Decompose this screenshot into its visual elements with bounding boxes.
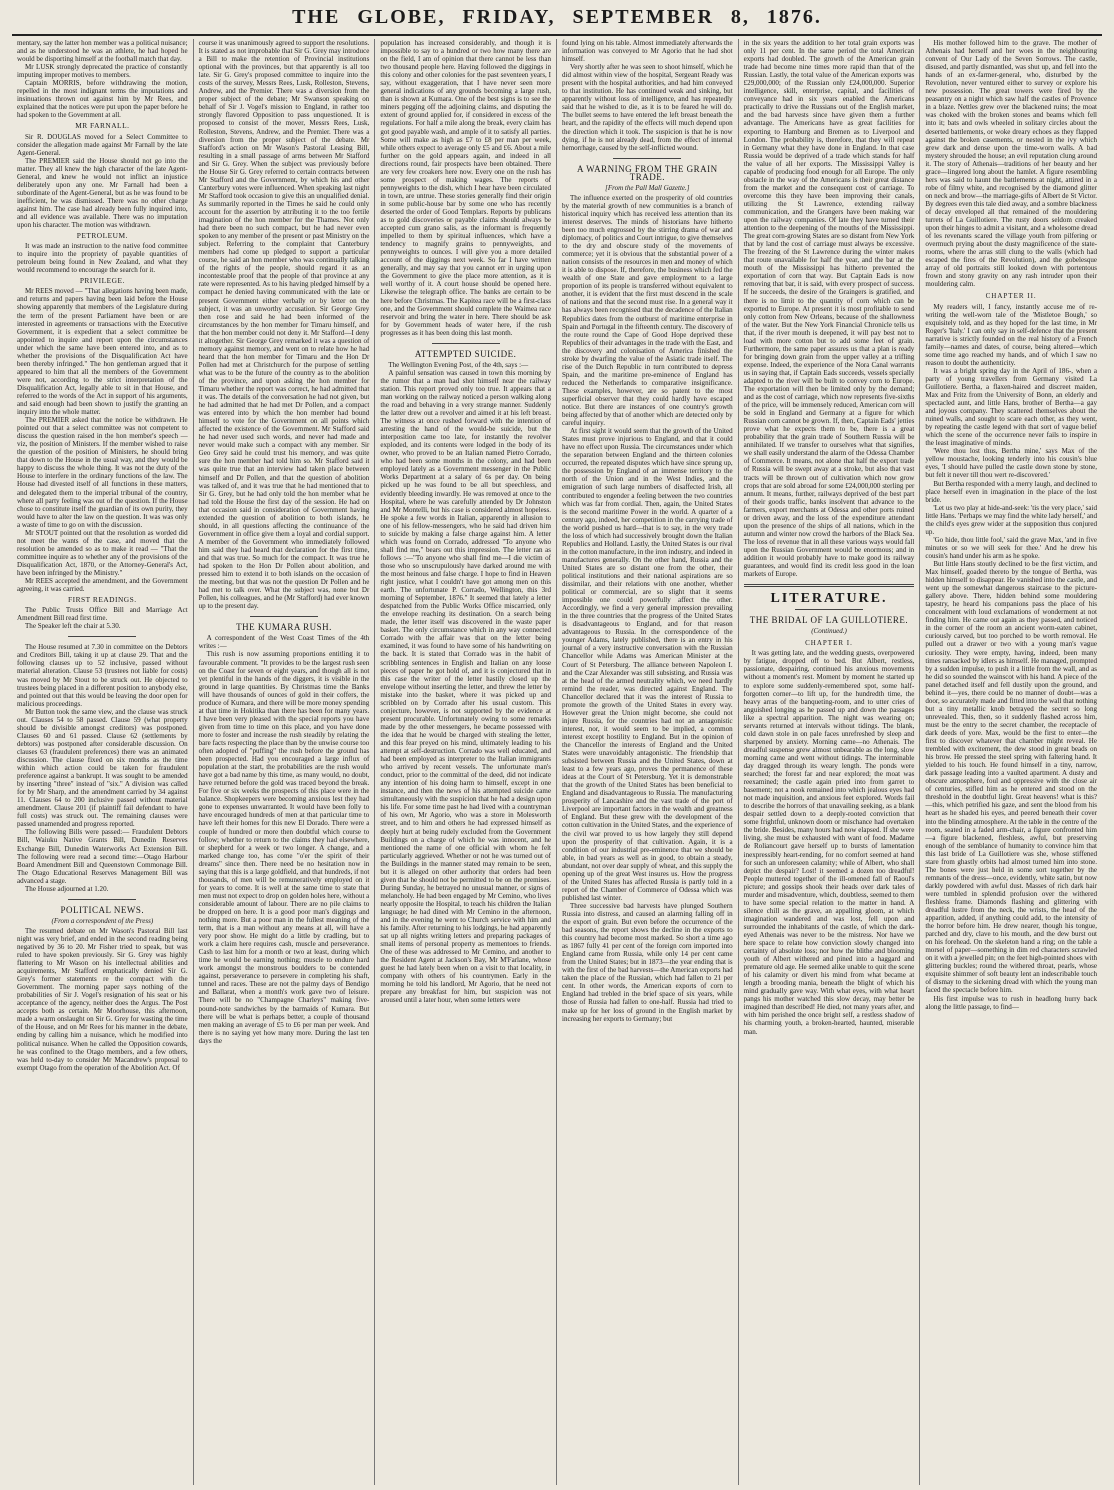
paragraph: His first impulse was to rush in headlong hurry back along the little passage, to find— [925,994,1097,1011]
paragraph: The Wellington Evening Post, of the 4th, says :— [388,360,529,369]
paragraph: 'Let us two play at hide-and-seek: 'tis the very place,' said little Hans. 'Perhaps we may find the white lady herself,' and the child's eyes grew wider at the supposition thus conjured up. [925,503,1097,536]
section-heading: A WARNING FROM THE GRAIN TRADE. [576,163,718,182]
column-5 [739,39,921,1485]
paragraph: The following Bills were passed:— Fraudulent Debtors Bill, Waiuku Native Grants Bill, Dunedin Reserves Exchange Bill, Dunedin Waterworks Act Extension Bill. The following were read a second time:—Otago Harbour Board Amendment Bill and Queenstown Commonage Bill. The Otago Educational Reserves Management Bill was advanced a stage. [17,828,188,885]
paragraph: His mother followed him to the grave. The mother of Athenais had herself and her woes in the neighbouring convent of Our Lady of the Seven Sorrows. The castle, disused, and partly dismantled, was shut up, and fell into the hands of an ex-farmer-general, who, disturbed by the Revolution, never ventured either to survey or explore his new possession. The great towers were fired by the peasantry on a night which saw half the castles of Provence in a blaze. Nettles grew over the blackened ruins; the moat was choked with the broken stones and beams which fell into it; bats and owls wheeled in solitary circles about the deserted battlements, or woke dreary echoes as they flapped against the broken casements, or nested in the ivy which grew dark and dense upon the time-worn walls. A bad mystery shrouded the house; an evil reputation clung around it. The story of Athenais—traditions of her beauty and her grace—lingered long about the hamlet. A figure resembling hers was said to haunt the battlements at night, attired in a robe of filmy white, and recognised by the diamond glitter on neck and brow—the marriage-gifts of Albert de St Victor. By degrees even this tale died away, and a sombre blackness of decay enveloped all that remained of the mouldering turrets of La Guillotiere. The rusty doors seldom creaked upon their hinges to admit a visitant, and a wholesome dread of les revenants scared the village youth from pilfering or overmuch prying about the dusty magnificence of the state-rooms, where the arras still clung to the walls (which had escaped the fires of the Revolution), and the gobelesque array of old portraits still looked down with portentous frown and stony gravity on any rash intruder upon their mouldering calm. [925,39,1097,289]
section-heading: PETROLEUM. [76,231,128,241]
paragraph: The Speaker left the chair at 5.30. [25,622,121,631]
divider [68,899,136,900]
divider [613,158,681,159]
columns [12,39,1102,1485]
paragraph: My readers will, I fancy, instantly accuse me of re-writing the well-worn tale of the 'Mistletoe Bough,' so exquisitely told, and as they hoped for the last time, in Mr Roger's 'Italy.' I can only say in self-defence that the present narrative is strictly founded on the real history of a French family—names and dates, of course, being altered—which some time ago reached my hands, and of which I saw no reason to doubt the authenticity. [925,302,1097,367]
section-heading: LITERATURE. [770,591,888,607]
paragraph: Mr STOUT pointed out that the resolution as worded did not meet the wants of the case, and moved that the resolution be amended so as to make it read — "That the committee inquire as to whether any of the provisions of the Disqualification Act, 1870, or the Attorney-General's Act, have been infringed by the Ministry." [17,528,188,577]
paragraph: The Public Trusts Office Bill and Marriage Act Amendment Bill read first time. [17,606,188,623]
column-6 [920,39,1102,1485]
section-heading: POLITICAL NEWS. [60,904,145,915]
paragraph: This rush is now assuming proportions entitling it to favourable comment. "It provides to be the largest rush seen on the Coast for seven or eight years, and though all is not yet plentiful in the hands of the diggers, it is visible in the ground in large quantities. By Christmas time the Banks will have thousands of ounces of gold in their coffers, the produce of Kumara, and there will be more money spending at that time in Hokitika than there has been for many years. I have been very pleased with the special reports you have given from time to time on this place, and you have done more to foster and increase the rush steadily by relating the bare facts respecting the place than by the unwise course too often adopted of "puffing" the rush before the ground has been prospected. Had you encouraged a large influx of population at the start, the probabilities are the rush would have got a bad name by this time, as many would, no doubt, have returned before the gold was traced beyond the break. For five or six weeks the prospects of this place were in the balance. Shopkeepers were becoming anxious lest they had gone to expenses unwarranted. It would have been folly to have encouraged hundreds of men at that particular time to have left their homes for this new El Dorado. There were a couple of hundred or more then doubtful which course to follow; whether to return to the claims they had elsewhere, or shepherd for a week or two longer. A change, and a marked change too, has come "o'er the spirit of their dreams" since then. There need be no hesitation now in saying that this is a large goldfield, and that hundreds, if not thousands, of men will be remuneratively employed on it for years to come. It is well at the same time to state that men must not expect to drop on golden holes here, without a considerable amount of labour. There are no pile claims to be dropped on here. It is a good poor man's diggings and nothing more. But a poor man in the fullest meaning of the term, that is a man without any means at all, will have a very poor show. He might do a little by cradling, but to work a claim here requires cash, muscle and perseverance. Cash to last him for a month or two at least, during which time he would be earning nothing; muscle to endure hard work amongst the monstrous boulders to be contended against, perseverance to persevere in completing his shaft, tunnel and races. These are not the palmy days of Bendigo and Ballarat, when a month's work gave two of leisure. There will be no "Champagne Charleys" making five-pound-note sandwiches by the barmaids of Kumara. But there will be what is perhaps better, a couple of thousand men making an average of £5 to £6 per man per week. And there is no saying yet how many more. During the last ten days the [198,650,370,1045]
newspaper-title: THE GLOBE, FRIDAY, SEPTEMBER 8, 1876. [292,5,822,28]
paragraph: Mr LUSK strongly deprecated the practice of constantly imputing improper motives to members. [17,63,188,80]
paragraph: It was a bright spring day in the April of 186-, when a party of young travellers from Germany visited La Guillotiere. Bertha, a flaxen-haired and discreet maiden, Max and Fritz from the University of Bonn, an elderly and spectacled aunt, and little Hans, brother of Bertha—a gay and joyous company. They scattered themselves about the ruined walls, and sought to scare each other, as they went, by repeating the castle legend with that sort of vague belief which the scene of the occurrence never fails to inspire in the least imaginative of minds. [925,366,1097,448]
paragraph: At first sight it would seem that the growth of the United States must prove injurious to England, and that it could have no effect upon Russia. The circumstances under which the separation between England and the thirteen colonies occurred, the repeated disputes which have since sprung up, the possession by England of an immense territory to the north of the Union and in the West Indies, and the emigration of such large numbers of disaffected Irish, all contributed to engender a feeling between the two countries which was far from cordial. Then, again, the United States is the second maritime Power in the world. A quarter of a century ago, indeed, her competition in the carrying trade of the world pushed us hard—that is to say, in the very trade the loss of which had successively brought down the Italian Republics and Holland. Lastly, the United States is our rival in the cotton manufacture, in the iron industry, and indeed in manufactures generally. On the other hand, Russia and the United States are so distant one from the other, their political institutions and their national aspirations are so dissimilar, and their relations with one another, whether political or commercial, are so slight that it seems impossible one could powerfully affect the other. Accordingly, we find a very general impression prevailing in the three countries that the progress of the United States is disadvantageous to England, and for that reason advantageous to Russia. In the correspondence of the younger Adams, lately published, there is an entry in his journal of a very instructive conversation with the Russian Chancellor while Adams was American Minister at the Court of St Petersburg. The alliance between Napoleon I. and the Czar Alexander was still subsisting, and Russia was at the head of the armed neutrality which, we need hardly remind the reader, was directed against England. The Chancellor declared that it was the interest of Russia to promote the growth of the United States in every way. However great the Union might become, she could not injure Russia, for the countries had not an antagonistic interest, nor, it would seem to be implied, a common interest except hostility to England. But in the opinion of the Chancellor the interests of England and the United States were unavoidably antagonistic. The friendship that subsisted between Russia and the United States, down at least to a few years ago, proves the permanence of these ideas at the Court of St Petersburg. Yet it is demonstrable that the growth of the United States has been beneficial to England and disadvantageous to Russia. The manufacturing prosperity of Lancashire and the vast trade of the port of Liverpool are important factors in the wealth and greatness of England. But these grew with the development of the cotton cultivation in the United States, and the experience of the civil war proved to us how largely they still depend upon the prosperity of that cultivation. Again, it is a condition of our industrial pre-eminence that we should be able, in bad years as well as in good, to obtain a steady, abundant, not over dear supply of wheat, and this supply the opening up of the great West insures us. How the progress of the United States has affected Russia is partly told in a report of the Chamber of Commerce of Odessa which was published last winter. [562,427,733,902]
paragraph: found lying on his table. Almost immediately afterwards the information was conveyed to Mr Agorio that he had shot himself. [562,39,733,64]
paragraph: The House resumed at 7.30 in committee on the Debtors and Creditors Bill, taking it up at clause 29. That and the following clauses up to 52 inclusive, passed without material alteration. Clause 53 (trustees not liable for costs) was moved by Mr Stout to be struck out. He objected to trustees being placed in a different position to anybody else, and pointed out that this would be leaving the door open for malicious proceedings. [17,643,188,708]
section-heading: MR FARNALL. [75,121,130,131]
paragraph: mentary, say the latter hon member was a political nuisance; and as he understood he was an athlete, he had hoped he would be disporting himself at the football match that day. [17,39,188,64]
chapter-heading: CHAPTER II. [985,292,1037,301]
paragraph: A painful sensation was caused in town this morning by the rumor that a man had shot himself near the railway station. This report proved only too true. It appears that a man working on the railway noticed a person walking along the road and behaving in a very strange manner. Suddenly the latter drew out a revolver and aimed it at his left breast. The witness at once rushed forward with the intention of arresting the hand of the would-be suicide, but the interposition came too late, for instantly the revolver exploded, and its contents were lodged in the body of its owner, who proved to be an Italian named Pietro Corrado, who had been some months in the colony, and had been employed lately as a Government messenger in the Public Works Department at a salary of 6s per day. On being picked up he was found to be all but speechless, and evidently bleeding inwardly. He was removed at once to the Hospital, where he was carefully attended by Dr Johnston and Mr Montelli, but his case is considered almost hopeless. He spoke a few words in Italian, apparently in allusion to one of his fellow-messengers, who he said had driven him to suicide by making a false charge against him. A letter which was found on Corrado, addressed "To anyone who shall find me," bears out this impression. The letter ran as follows :—"To anyone who shall find me—I die victim of those who so unscrupulously have darked around me with the most heinous and false charge. I hope to find in Heaven right justice, what I couldn't have got among men on this earth. The unfortunate P. Corrado, Wellington, this 3rd morning of September, 1876." It seemed that lately a letter despatched from the Public Works Office miscarried, only the envelope reaching its destination. On a search being made, the letter itself was discovered in the waste paper basket. The only circumstance which in any way connected Corrado with the affair was that on the letter being examined, it was found to have some of his handwriting on the back. It is stated that Corrado was in the habit of scribbling sentences in English and Italian on any loose pieces of paper he got hold of, and it is conjectured that in this case the writer of the letter hastily closed up the envelope without inserting the letter, and threw the letter by mistake into the basket, where it was picked up and scribbled on by Corrado after his usual custom. This conjecture, however, is not supported by the evidence at present procurable. Unfortunately owing to some remarks made by the other messengers, he became possessed with the idea that he would be charged with stealing the letter, and this fear preyed on his mind, ultimately leading to his attempt at self-destruction. Corrado was well educated, and had been employed as interpreter to the Italian immigrants who arrived by recent vessels. The unfortunate man's conduct, prior to the committal of the deed, did not indicate any intention of his doing harm to himself, except in one instance, and then the news of his attempted suicide came simultaneously with the suspicion that he had a design upon his life. For some time past he had lived with a countryman of his own, Mr Agorio, who was a store in Molesworth street, and to him and others he had expressed himself as deeply hurt at being rudely excluded from the Government Buildings on a charge of which he was innocent, and he mentioned the name of one official with whom he felt particularly aggrieved. Whether or not he was turned out of the Buildings in the manner stated may remain to be seen, but it is alleged on other authority that orders had been given that he should not be permitted to be on the premises. During Sunday, he betrayed no unusual manner, or signs of melancholy. He had been engaged by Mr Cemino, who lives nearly opposite the Hospital, to teach his children the Italian language; he had dined with Mr Cemino in the afternoon, and in the evening he went to Church service with him and his family. After returning to his lodgings, he had apparently sat up all nights writing letters and preparing packages of small items of personal property as mementoes to friends. One of these was addressed to Mr Cemino, and another to the Resident Agent at Jackson's Bay, Mr M'Farlane, whose guest he had lately been when on a visit to that locality, in company with others of his countrymen. Early in the morning he told his landlord, Mr Agorio, that he need not prepare any breakfast for him, but suspicion was not aroused until a later hour, when some letters were [380,368,551,1005]
section-subheading: (Continued.) [811,627,847,636]
section-subheading: (From a correspondent of the Press) [51,916,154,925]
section-heading: ATTEMPTED SUICIDE. [414,348,517,359]
story-title: THE BRIDAL OF LA GUILLOTIERE. [749,615,909,626]
paragraph: The PREMIER said the House should not go into the matter. They all knew the high character of the late Agent-General, and knew he would not inflict an injustice deliberately upon any one. Mr Farnall had been a subordinate of the Agent-General, but as he was found to be inefficient, he was dismissed. There was no other charge against him. The case had already been fully inquired into, and all evidence was available. There was no imputation upon his character. The motion was withdrawn. [17,156,188,230]
column-2 [194,39,376,1485]
column-1 [12,39,194,1485]
paragraph: Mr Button took the same view, and the clause was struck out. Clauses 54 to 58 passed. Clause 59 (what property should be divisible amongst creditors) was postponed. Clauses 60 and 61 passed. Clause 62 (settlements by debtors) was postponed after considerable discussion. On clauses 63 (fraudulent preferences) there was an animated discussion. The clause fixed on six months as the time within which action could be taken for fraudulent preference against a bankrupt. It was sought to be amended by inserting "three" instead of "six." A division was called for by Mr Sharp, and the amendment carried by 34 against 11. Clauses 64 to 200 inclusive passed without material amendment. Clause 201 (if plaintiff fail defendant to have full costs) was struck out. The remaining clauses were passed unamended and progress reported. [17,707,188,829]
paragraph: It was getting late, and the wedding guests, overpowered by fatigue, dropped off to bed. But Albert, restless, passionate, despairing, continued his anxious movements without a moment's rest. Moment by moment he started up to explore some suddenly-remembered spot, some half-forgotten corner—to lift up, for the hundredth time, the heavy arras of the banqueting-room, and to utter cries of anguished longing as he passed up and down the passages like a spectral apparition. The night was wearing on; servants returned at intervals without tidings. The blank, cold dawn stole in on pale faces unrefreshed by sleep and sharpened by anxiety. Morning came—no Athenais. The dreadful suspense grew almost unbearable as the long, slow morning came and went without tidings. The interminable day dragged through its weary length. The ponds were searched; the forest far and near explored; the moat was reexamined; the castle again pried into from garret to basement; not a nook remained into which jealous eyes had not made inquisition, and anxious feet explored. Words fail to describe the horrors of that unavailing seeking, as a blank despair settled down to a deeply-rooted conviction that some frightful, unknown doom or mischance had overtaken the bride. Besides, many hours had now elapsed. If she were living, she must be exhausted with want of food. Madame de Roliancourt gave herself up to bursts of lamentation inexpressibly heart-rending, for no comfort seemed at hand for such an unforeseen calamity; while of Albert, who shall depict the despair? Lost! it seemed a dozen too dreadful! People muttered together of the ill-omened fall of Raoul's picture; and gossips shook their heads over dark tales of murder and misadventure, which, doubtless, seemed to them to have some special relation to the matter in hand. A silence chill as the grave, an appalling gloom, at which imagination wandered and was lost, fell upon and surrounded the inhabitants of the castle, of which the dark-eyed Athenais was never to be the mistress. Nor have we here space to relate how conviction slowly changed into certainty of absolute loss; nor how the blithe and blooming youth of Albert withered and pined into a haggard and premature old age. He seemed alike unable to quit the scene of his calamity or divert his mind from what became at length a brooding mania, beneath the blight of which his mind gradually gave way. With what eyes, with what heart pangs his mother watched this slow decay, may better be imagined than described! He died, not many years after, and with him perished the once bright self, a restless shadow of his charming youth, a broken-hearted, haunted, miserable man. [743,649,915,1036]
divider [795,609,863,610]
paragraph: course it was unanimously agreed to support the resolutions. It is stated as not improbable that Sir G. Grey may introduce a Bill to make the retention of Provincial institutions optional with the provinces, but that apparently is all too late. Sir G. Grey's proposed committee to inquire into the costs of the survey, Messrs Rees, Lusk, Rolleston, Stevens, Andrew, and the Premier. There was a diversion from the proper subject of the debate; Mr Swanson speaking on behalf of Sir J. Vogel's mission to England, in rather too strongly flavored Opposition to pass unquestioned. It is proposed to consist of the mover, Messrs Rees, Lusk, Rolleston, Stevens, Andrew, and the Premier. There was a diversion from the proper subject of the debate. Mr Stafford's action on Mr Wason's Pastoral Leasing Bill, resulting in a small passage of arms between Mr Stafford and Sir G. Grey. When the subject was previously before the House Sir G. Grey referred to certain contracts between Mr Stafford and the Government, by which his and other Canterbury votes were influenced. When speaking last night Mr Stafford took occasion to give this an unqualified denial. As summarily reported in the Times he said he could only account for the assertion by attributing it to the too fertile imagination of the hon member for the Thames. Not only had there been no such compact, but he had never even spoken to any member of the present or past Ministry on the subject. Referring to the complaint that Canterbury members had come up pledged to support a particular course, he said an hon member who was continually talking of the rights of the people, should regard it as an incontestable proof that the people of that province at any rate were represented. As to his having pledged himself by a compact he denied having communicated with the late or present Government either verbally or by letter on the subject, it was an unworthy accusation. Sir George Grey then rose and said he had been informed of the circumstances by the hon member for Timaru himself, and that the hon member could not deny it. Mr Stafford—I deny it altogether. Sir George Grey remarked it was a question of memory against memory, and went on to relate how he had heard that the hon member for Timaru and the Hon Dr Pollen had met at Christchurch for the purpose of settling what was to be the future of the country as to the abolition of the province, and upon asking the hon member for Timaru whether the report was correct, he had admitted that it was. The details of the conversation he had not given, but he had admitted that he had met Dr Pollen, and a compact was entered into by which the hon member had bound himself to vote for the Government on all points which affected the existence of the Government. Mr Stafford said he had never used such words, and never had made and never would make such a compact with any member. Sir Geo Grey said he could trust his memory, and was quite sure the hon member had told him so. Mr Stafford said it was quite true that an interview had taken place between himself and Dr Pollen, and that the question of abolition was talked of, and it was true that he had mentioned that to Sir G. Grey, but he had only told the hon member what he had told the House the first day of the session. He had on that occasion said in consideration of Government having extended the question of abolition to both islands, he should, in all questions affecting the continuance of the Government in office give them a loyal and cordial support. A member of the Government who immediately followed him said they had heard that declaration for the first time, and that was true. So much for the compact. It was true he had spoken to the Hon Dr Pollen about abolition, and pressed him to extend it to both islands on the occasion of the meeting, but that was not the question Dr Pollen and he had met to talk over. What the subject was, none but Dr Pollen, his colleagues, and he (Mr Stafford) had ever known up to the present day. [198,39,370,611]
paragraph: A correspondent of the West Coast Times of the 4th writes :— [198,634,370,651]
chapter-heading: CHAPTER I. [805,639,853,648]
paragraph: Captain MORRIS, before withdrawing the motion, repelled in the most indignant terms the imputations and insinuations thrown out against him by Mr Rees, and explained that the notices were put upon the paper before he had spoken to the Government at all. [17,79,188,120]
paragraph: population has increased considerably, and though it is impossible to say to a hundred or two how many there are on the field, I am of opinion that there cannot be less than two thousand people here. Having followed the diggings in this colony and other colonies for the past seventeen years, I say, without exaggeration, that I have never seen more general indications of any grounds becoming a large rush, than is shown at Kumara. One of the best signs is to see the miners pegging off the adjoining claims, and disputing the extent of ground applied for, if considered in excess of the regulations. For half a mile along the break, every claim has got good payable wash, and ample of it to satisfy all parties. Some will make as high as £7 to £8 per man per week, while others expect to average only £5 and £6. About a mile further on the gold appears again, and indeed in all directions round, fair prospects have been obtained. There are very few croakers here now. Every one on the rush has some prospect of making wages. The reports of pennyweights to the dish, which I hear have been circulated in town, are untrue. These stories generally find their origin in some public-house bar by some one who has recently deserted the order of Good Templars. Reports by publicans as to gold discoveries or payable claims should always be accepted cum grano salis, as the informant is frequently impelled to them by spiritual influences, which have a tendency to magnify grains to pennyweights, and pennyweights to ounces. I will give you a more detailed account of the diggings next week. So far I have written generally, and may say that you cannot err in urging upon the Government to give the place more attention, as it is well worthy of it. A court house should be opened here. Likewise the telegraph office. The banks are certain to be here before Christmas. The Kapitea race will be a first-class one, and the Government should complete the Waimea race reservoir and bring the water in here. There should be ask for by Government heads of water here, if the rush progresses as it has been doing this last month. [380,39,551,337]
section-heading: FIRST READINGS. [68,595,137,605]
section-heading: PRIVILEGE. [79,276,125,286]
masthead [12,0,1102,36]
paragraph: The resumed debate on Mr Wason's Pastoral Bill last night was very brief, and ended in the second reading being negatived by 36 to 20. Mr Fisher tried to speak, but was ruled to have spoken previously. Sir G. Grey was highly flattering to Mr Wason on his intellectual abilities and acquirements, Mr Stafford emphatically denied Sir G. Grey's former statements re the compact with the Government. The morning paper says nothing of the probabilities of Sir J. Vogel's resignation of his seat or his acceptance of the agency, neither does the Argus. The Post accepts both as certain. Mr Moorhouse, this afternoon, made a warm onslaught on Sir G. Grey for wasting the time of the House, and on Mr Rees for his manner in the debate, ending by calling him a nuisance, which he modified into political nuisance. When he called the Opposition cowards, he was confined to the Otago members, and a few others, was held to-day to consider Mr Macandrew's proposal to exempt Otago from the operation of the Abolition Act. Of [17,926,188,1072]
paragraph: The House adjourned at 1.20. [25,884,109,893]
paragraph: 'Go hide, thou little fool,' said the grave Max, 'and in five minutes or so we will seek for thee.' And he drew his cousin's hand under his arm as he spoke. [925,535,1097,560]
divider [68,636,136,637]
paragraph: in the six years the addition to her total grain exports was only 11 per cent. In the same period the total American exports had doubled. The growth of the American grain trade had become nine times more rapid than that of the Russian. Lastly, the total value of the American exports was £29,000,000; of the Russian only £24,000,000. Superior intelligence, skill, enterprise, capital, and facilities of conveyance had in six years enabled the Americans practically to drive the Russians out of the English market, and the bad harvests since have given them a further advantage. The Americans have as great facilities for exporting to Hamburg and Bremen as to Liverpool and London. The probability is, therefore, that they will repeat in Germany what they have done in England. In that case Russia would be deprived of a trade which stands for half the value of all her exports. The Mississippi Valley is capable of producing food enough for all Europe. The only obstacle in the way of the Americans is their great distance from the market and the consequent cost of carriage. To overcome this they have been improving their canals, utilizing the St Lawrence, extending railway communication, and the Grangers have been making war upon the railway companies. Of late they have turned their attention to the deepening of the mouths of the Mississippi. The great corn-growing States are so distant from New York that by land the cost of carriage must always be excessive. The freezing of the St Lawrence during the winter makes that route unavailable for half the year, and the bar at the mouth of the Mississippi has hitherto prevented the exportation of corn that way. But Captain Eads is now removing that bar, it is said, with every prospect of success. If he succeeds, the desire of the Graingers is gratified, and there is no limit to the quantity of corn which can be exported to Europe. At present it is most profitable to send only cotton from New Orleans, because of the shallowness of the water. But the New York Financial Chronicle tells us that, if the river mouth is deepened, it will pay best not to load with more cotton but to add some feet of grain. Furthermore, the same paper assures us that a plan is ready for bringing down grain from the upper valley at a trifling expense. Indeed, the experience of the Nora Canal warrants us in saying that, if Captain Eads succeeds, vessels specially adapted to the river will be built to convey corn to Europe. The exportation will then be limited only by the demand; and as the cost of carriage, which now represents five-sixths of the price, will be immensely reduced, American corn will be sold in England and Germany at a figure for which Russian corn cannot be grown. If, then, Captain Eads' jetties prove what he expects them to be, there is a great probability that the grain trade of Southern Russia will be annihilated. If we transfer to ourselves what that signifies, we shall easily understand the alarm of the Odessa Chamber of Commerce. It means, not alone that half the export trade of Russia will be swept away at a stroke, but also that vast tracts will be thrown out of cultivation which now grow crops that are sold abroad for some £24,000,000 sterling per annum. It means, further, railways deprived of the best part of their goods traffic, banks insolvent that advance to the farmers, export merchants at Odessa and other ports ruined or driven away, and the loss of the expenditure attendant upon the presence of the ships of all nations, which in the autumn and winter now crowd the harbors of the Black Sea. The loss of revenue that in all these various ways would fall upon the Russian Government would be enormous; and in addition it would probably have to make good its railway guarantees, and would find its credit less good in the loan markets of Europe. [743,39,915,579]
paragraph: The influence exerted on the prosperity of old countries by the material growth of new communities is a branch of historical inquiry which has received less attention than its interest deserves. The minds of historians have hitherto been too much engrossed by the stirring drama of war and diplomacy, of politics and Court intrigue, to give themselves to the dry and obscure study of the movements of commerce; yet it is obvious that the substantial power of a nation consists of the resources in men and money of which it is able to dispose. If, therefore, the business which fed the wealth of one State and gave employment to a large proportion of its people is transferred without equivalent to another, it is evident that the first must descend in the scale of nations and that the second must rise. In a general way it has always been recognised that the decadence of the Italian Republics dates from the outburst of maritime enterprise in Spain and Portugal in the fifteenth century. The discovery of the route round the Cape of Good Hope deprived these Republics of their advantages in the trade with the East, and the discovery and colonisation of America finished the stroke by dwarfing the value of the Asiatic trade itself. The rise of the Dutch Republic in turn contributed to depress Spain, and the maritime pre-eminence of England has reduced the Netherlands to comparative insignificance. These examples, however, are so patent to the most superficial observer that they could hardly have escaped notice. But there are instances of one country's growth being affected by that of another which are detected only by careful inquiry. [562,193,733,428]
column-3 [375,39,557,1485]
paragraph: It was made an instruction to the native food committee to inquire into the propriety of payable quantities of petroleum being found in New Zealand, and what they would recommend to encourage the search for it. [17,242,188,275]
divider [432,343,500,344]
section-heading: THE KUMARA RUSH. [236,622,332,633]
paragraph: Three successive bad harvests have plunged Southern Russia into distress, and caused an alarming falling off in the export of grain. But even before the occurrence of the bad seasons, the report shows the decline in the exports to this country had become most marked. So short a time ago as 1867 fully 41 per cent of the foreign corn imported into England came from Russia, while only 14 per cent came from the United States; but in 1873—the year ending that is with the first of the bad harvests—the American exports had taken the place of the Russian, which had fallen to 21 per cent. In other words, the American exports of corn to England had trebled in the brief space of six years, while those of Russia had fallen to one-half. Russia had tried to make up for her loss of ground in the English market by increasing her exports to Germany; but [562,901,733,1023]
paragraph: 'Were thou lost thus, Bertha mine,' says Max of the yellow moustache, looking tenderly into his cousin's blue eyes, 'I should have pulled the castle down stone by stone, but felt it never till thou wert re-discovered.' [925,447,1097,480]
paragraph: But Bertha responded with a merry laugh, and declined to place herself even in imagination in the place of the lost bride. [925,479,1097,504]
section-subheading: [From the Pall Mall Gazette.] [605,183,690,192]
divider [250,616,318,617]
divider [744,584,915,587]
paragraph: Mr REES accepted the amendment, and the Government agreeing, it was carried. [17,577,188,594]
paragraph: Sir R. DOUGLAS moved for a Select Committee to consider the allegation made against Mr Farnall by the late Agent-General. [17,132,188,157]
paragraph: But little Hans stoutly declined to be the first victim, and Max himself, goaded thereto by the tongue of Bertha, was hidden himself to disappear. He vanished into the castle, and went up the somewhat dangerous staircase to the picture-gallery above. There, hidden behind some mouldering tapestry, he heard his companions pass the place of his concealment with loud exclamations of wonderment at not finding him. He came out again as they passed, and noticed in the corner of the room an ancient worm-eaten cabinet, curiously carved, but too porched to be worth removal. He pulled out a drawer or two with a young man's vague curiosity. They were empty, having, indeed, been many times ransacked by idlers as himself. He managed, prompted by a sudden impulse, to push it a little from the wall, and as he did so sounded the wainscot with his hand. A piece of the panel detached itself and fell dustily upon the ground, and behind it—yes, there could be no manner of doubt—was a door, so accurately made and fitted into the wall that nothing but a tiny metallic knob betrayed the secret so long unrevealed. This, then, so it suddenly flashed across him, must be the entry to the secret chamber, the receptacle of dark deeds of yore. Max, would be the first to enter—the first to discover whatever that chamber might reveal. He trembled with excitement, the dew stood in great beads on his brow. He pressed the steel spring with faltering hand. It yielded to his touch. He found himself in a tiny, narrow, dark passage leading into a vaulted apartment. A dusty and obscure atmosphere, foul and oppressive with the close air of centuries, stifled him as he entered and stood on the threshold in the doubtful light. Great heavens! what is this?—this, which petrified his gaze, and sent the blood from his heart as he shaded his eyes, and peered beneath their cover into the blinding atmosphere. At the table in the centre of the room, seated in a faded arm-chair, a figure confronted him—a figure blackened, fleshless, awful, but preserving enough of the semblance of humanity to convince him that this last bride of La Guillotiere was she, whose stiffened stare from ghastly orbits had almost turned him into stone. The bones were just held in some sort together by the remnants of the dress—once, evidently, white satin, but now darkly powdered with awful dust. Masses of rich dark hair were tumbled in splendid profusion over the withered fleshless frame. Diamonds flashing and glittering with dreadful lustre from the neck, the wrists, the head of the apparition, added, if anything could add, to the intensity of the horror before him. He drew nearer, though his tongue, parched and dry, clave to his mouth, and the dew burst out on his forehead. On the skeleton hand a ring; on the table a morsel of paper—something in dim red characters scrawled on it with a jewelled pin; on the feet high-pointed shoes with glittering buckles; round the withered throat, pearls, whose exquisite shimmer of soft beauty lent an indescribable touch of dismay to the sickening dread with which the young man faced the spectacle before him. [925,560,1097,995]
paragraph: Mr REES moved — "That allegations having been made, and returns and papers having been laid before the House showing apparently that members of the Legislature during the term of the present Parliament have been or are interested in agreements or transactions with the Executive Government, it is expedient that a select committee be appointed to inquire and report upon the circumstances under which the same have been entered into, and as to whether the provisions of the Disqualification Act have been thereby infringed." The hon gentleman argued that it appeared to him that all the members of the Government were not, according to the strict interpretation of the Disqualification Act, legally able to sit in that House, and referred to the words of the Act in support of his arguments, and said enough had been shown to justify the granting an inquiry into the whole matter. [17,287,188,417]
column-4 [557,39,739,1485]
paragraph: Very shortly after he was seen to shoot himself, which he did almost within view of the hospital, Sergeant Ready was present with the hospital authorities, and had him conveyed to that institution. He has continued weak and sinking, but apparently without loss of intelligence, and has repeatedly said that he wished to die, as it is to be feared he will do. The bullet seems to have entered the left breast beneath the heart, and the rapidity of the effects will much depend upon the direction which it took. The suspicion is that he is now dying, if he is not already dead, from the effect of internal hemorrhage, caused by the self-inflicted wound. [562,63,733,152]
paragraph: The PREMIER asked that the notice be withdrawn. He pointed out that a select committee was not competent to discuss the question raised in the hon member's speech — viz, the position of Ministers. If the member wished to raise the question of the position of Ministers, he should bring that down to the House in the usual way, and they would be happy to discuss the whole thing. It was not the duty of the House to interfere in the ordinary functions of the law. The House had divested itself of all functions in these matters, and delegated them to the imperial tribunal of the country, where all party feeling was out of the question. If the House chose to constitute itself the guardian of its own purity, they would have to alter the law on the question. It was was only a waste of time to go on with the discussion. [17,416,188,529]
